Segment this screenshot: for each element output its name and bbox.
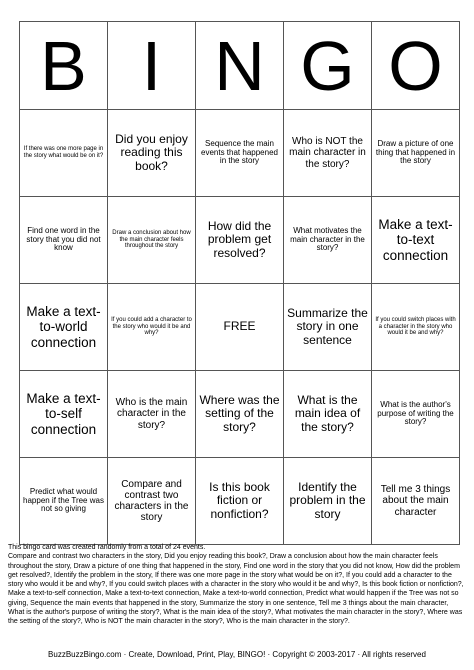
- bingo-cell: Identify the problem in the story: [284, 458, 372, 545]
- letter-b: B: [40, 26, 87, 105]
- bingo-cell: Where was the setting of the story?: [196, 371, 284, 458]
- bingo-cell: Compare and contrast two characters in the story: [108, 458, 196, 545]
- bingo-cell: Is this book fiction or nonfiction?: [196, 458, 284, 545]
- bingo-cell: Draw a conclusion about how the main character feels throughout the story: [108, 197, 196, 284]
- bingo-cell: Tell me 3 things about the main character: [372, 458, 460, 545]
- header-letter-g: [284, 22, 372, 110]
- bingo-cell: Who is the main character in the story?: [108, 371, 196, 458]
- card-description: [8, 543, 466, 627]
- bingo-cell: Summarize the story in one sentence: [284, 284, 372, 371]
- free-space: FREE: [196, 284, 284, 371]
- bingo-cell: Did you enjoy reading this book?: [108, 110, 196, 197]
- bingo-cell: What is the main idea of the story?: [284, 371, 372, 458]
- bingo-cell: What motivates the main character in the story?: [284, 197, 372, 284]
- bingo-row-4: [20, 371, 460, 458]
- bingo-cell: How did the problem get resolved?: [196, 197, 284, 284]
- header-letter-o: [372, 22, 460, 110]
- header-letter-i: [108, 22, 196, 110]
- bingo-cell: Make a text-to-world connection: [20, 284, 108, 371]
- description-line: This bingo card was created randomly from a total of 24 events.: [8, 544, 206, 551]
- bingo-header-row: [20, 22, 460, 110]
- letter-o: O: [388, 26, 443, 105]
- header-letter-b: [20, 22, 108, 110]
- bingo-cell: What is the author's purpose of writing the story?: [372, 371, 460, 458]
- bingo-cell: If you could add a character to the story who would it be and why?: [108, 284, 196, 371]
- bingo-cell: Predict what would happen if the Tree was not so giving: [20, 458, 108, 545]
- events-list: Compare and contrast two characters in the story, Did you enjoy reading this book?, Draw a conclusion about how the main character feels throughout the story, Draw a picture of one thing that happened in the story, Find one word in the story that you did not know, How did the problem get resolved?, Identify the problem in the story, If there was one more page in the story what would be on it?, If you could add a character to the story who would it be and why?, If you could switch places with a character in the story who would it be and why?, Is this book fiction or nonfiction?, Make a text-to-self connection, Make a text-to-text connection, Make a text-to-world connection, Predict what would happen if the Tree was not so giving, Sequence the main events that happened in the story, Summarize the story in one sentence, Tell me 3 things about the main character, What is the author's purpose of writing the story?, What is the main idea of the story?, What motivates the main character in the story?, Where was the setting of the story?, Who is NOT the main character in the story?, Who is the main character in the story?.: [8, 553, 464, 626]
- bingo-row-3: [20, 284, 460, 371]
- bingo-cell: If there was one more page in the story what would be on it?: [20, 110, 108, 197]
- bingo-cell: If you could switch places with a character in the story who would it be and why?: [372, 284, 460, 371]
- bingo-row-2: [20, 197, 460, 284]
- bingo-cell: Draw a picture of one thing that happened in the story: [372, 110, 460, 197]
- bingo-cell: Sequence the main events that happened in the story: [196, 110, 284, 197]
- bingo-cell: Who is NOT the main character in the story?: [284, 110, 372, 197]
- bingo-cell: Make a text-to-text connection: [372, 197, 460, 284]
- bingo-card: [19, 21, 460, 545]
- letter-g: G: [300, 26, 355, 105]
- copyright-footer: BuzzBuzzBingo.com · Create, Download, Print, Play, BINGO! · Copyright © 2003-2017 · All rights reserved: [48, 650, 426, 659]
- header-letter-n: [196, 22, 284, 110]
- bingo-cell: Make a text-to-self connection: [20, 371, 108, 458]
- bingo-row-5: [20, 458, 460, 545]
- letter-i: I: [141, 26, 162, 105]
- letter-n: N: [214, 26, 265, 105]
- bingo-row-1: [20, 110, 460, 197]
- bingo-cell: Find one word in the story that you did not know: [20, 197, 108, 284]
